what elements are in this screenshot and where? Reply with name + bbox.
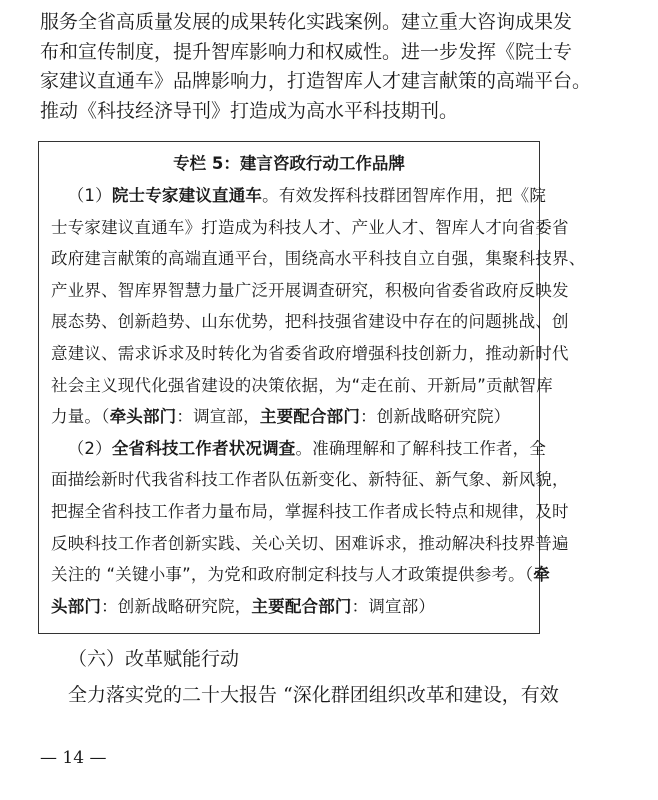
item-1-line: 政府建言献策的高端直通平台，围绕高水平科技自立自强，集聚科技界、 <box>51 249 586 269</box>
item-2-line: 把握全省科技工作者力量布局，掌握科技工作者成长特点和规律，及时 <box>51 501 569 521</box>
section-heading: （六）改革赋能行动 <box>68 648 240 670</box>
item-2-number: （2） <box>67 438 112 458</box>
item-2-first-line <box>51 433 547 465</box>
coop-dept-value: ：创新战略研究院） <box>360 407 511 427</box>
item-2-last-line <box>51 591 529 623</box>
item-2-text: 关注的 “关键小事”，为党和政府制定科技与人才政策提供参考。（ <box>51 565 534 585</box>
item-1-line: 意建议、需求诉求及时转化为省委省政府增强科技创新力，推动新时代 <box>51 343 569 363</box>
paragraph-line: 服务全省高质量发展的成果转化实践案例。建立重大咨询成果发 <box>40 11 573 33</box>
intro-paragraph <box>40 8 592 126</box>
item-1-number: （1） <box>67 186 112 205</box>
item-1-line: 社会主义现代化强省建设的决策依据，为“走在前、开新局”贡献智库 <box>51 375 553 395</box>
item-1-line: 展态势、创新趋势、山东优势，把科技强省建设中存在的问题挑战、创 <box>51 312 569 332</box>
item-2-line <box>51 559 550 591</box>
lead-dept-label: 牵头部门 <box>109 407 177 427</box>
coop-dept-value: ：调宣部） <box>351 596 436 616</box>
page-number: — 14 — <box>40 748 107 768</box>
lead-dept-value: ：创新战略研究院， <box>101 596 252 616</box>
paragraph-line: 布和宣传制度，提升智库影响力和权威性。进一步发挥《院士专 <box>40 40 573 63</box>
coop-dept-label: 主要配合部门 <box>259 407 361 427</box>
lead-dept-value: ：调宣部， <box>176 407 260 427</box>
item-2-text: 。准确理解和了解科技工作者，全 <box>295 438 547 458</box>
column-box <box>38 141 586 634</box>
paragraph-line: 推动《科技经济导刊》打造成为高水平科技期刊。 <box>40 99 459 122</box>
item-2-heading: 全省科技工作者状况调查 <box>111 438 296 458</box>
lead-dept-label: 牵 <box>533 565 550 585</box>
item-1-line: 产业界、智库界智慧力量广泛开展调查研究，积极向省委省政府反映发 <box>51 280 569 300</box>
box-title: 专栏 5：建言咨政行动工作品牌 <box>173 154 405 173</box>
item-2-line: 反映科技工作者创新实践、关心关切、困难诉求，推动解决科技界普遍 <box>51 533 569 553</box>
box-body <box>51 180 586 622</box>
lead-dept-label: 头部门 <box>51 596 102 616</box>
item-1-text: 力量。（ <box>51 407 110 427</box>
coop-dept-label: 主要配合部门 <box>251 596 352 616</box>
item-1-heading: 院士专家建议直通车 <box>111 186 263 205</box>
body-paragraph: 全力落实党的二十大报告 “深化群团组织改革和建设，有效 <box>68 684 559 706</box>
item-1-last-line <box>51 401 529 433</box>
paragraph-line: 家建议直通车》品牌影响力，打造智库人才建言献策的高端平台。 <box>40 70 592 92</box>
item-1-first-line <box>51 180 547 212</box>
item-1-line: 士专家建议直通车》打造成为科技人才、产业人才、智库人才向省委省 <box>51 217 569 237</box>
item-2-line: 面描绘新时代我省科技工作者队伍新变化、新特征、新气象、新风貌， <box>51 470 569 490</box>
item-1-text: 。有效发挥科技群团智库作用，把《院 <box>262 186 547 205</box>
